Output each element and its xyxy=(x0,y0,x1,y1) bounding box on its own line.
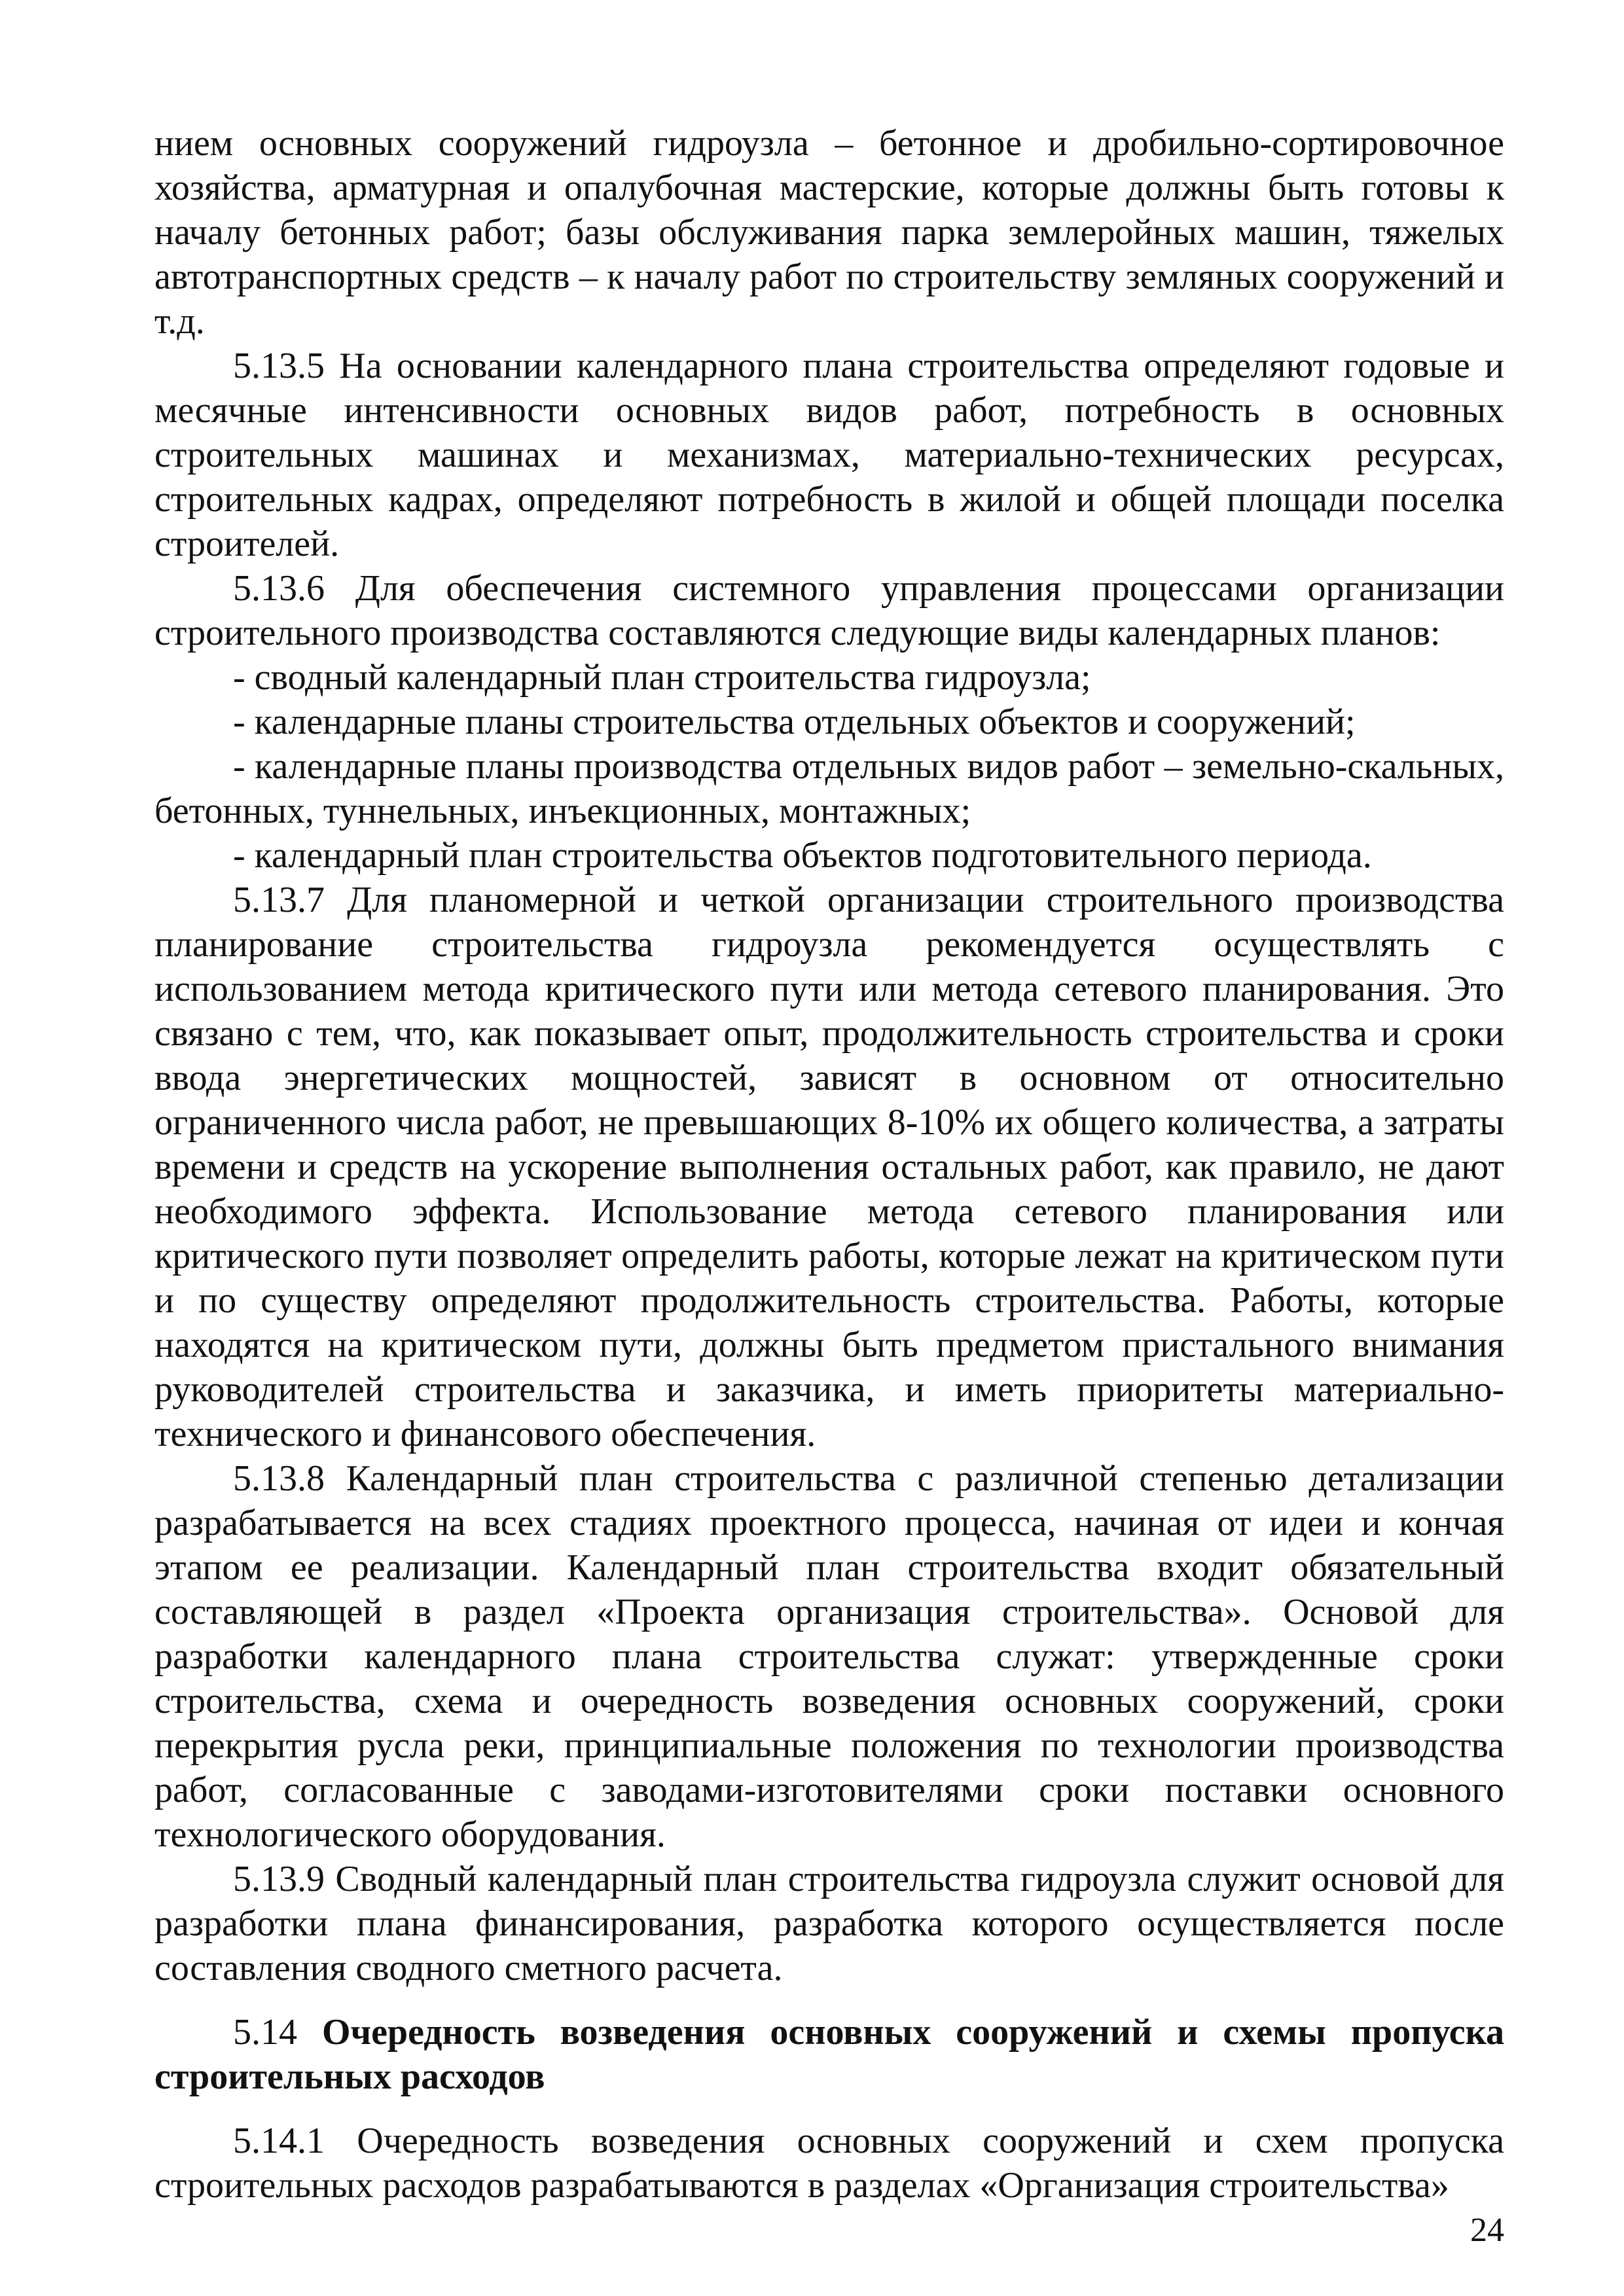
paragraph: нием основных сооружений гидроузла – бетонное и дробильно-сортировочное хозяйства, арматурная и опалубочная мастерские, которые должны быть готовы к началу бетонных работ; базы обслуживания парка землеройных машин, тяжелых автотранспортных средств – к началу работ по строительству земляных сооружений и т.д. xyxy=(154,123,1504,342)
heading-title: Очередность возведения основных сооружений и схемы пропуска строительных расходов xyxy=(154,2012,1505,2097)
list-item: - календарные планы строительства отдельных объектов и сооружений; xyxy=(233,702,1356,742)
paragraph-5-13-9: 5.13.9 Сводный календарный план строительства гидроузла служит основой для разработки плана финансирования, разработка которого осуществляется после составления сводного сметного расчета. xyxy=(154,1859,1504,1988)
list-item: - календарные планы производства отдельных видов работ – земельно-скальных, бетонных, туннельных, инъекционных, монтажных; xyxy=(154,746,1504,831)
heading-number: 5.14 xyxy=(233,2012,297,2053)
list-item: - календарный план строительства объектов подготовительного периода. xyxy=(233,835,1372,876)
paragraph-5-13-5: 5.13.5 На основании календарного плана строительства определяют годовые и месячные интенсивности основных видов работ, потребность в основных строительных машинах и механизмах, материально-технических ресурсах, строительных кадрах, определяют потребность в жилой и общей площади поселка строителей. xyxy=(154,346,1504,564)
section-heading-5-14 xyxy=(154,2010,1504,2099)
paragraph-5-13-8: 5.13.8 Календарный план строительства с различной степенью детализации разрабатывается на всех стадиях проектного процесса, начиная от идеи и кончая этапом ее реализации. Календарный план строительства входит обязательный составляющей в раздел «Проекта организация строительства». Основой для разработки календарного плана строительства служат: утвержденные сроки строительства, схема и очередность возведения основных сооружений, сроки перекрытия русла реки, принципиальные положения по технологии производства работ, согласованные с заводами-изготовителями сроки поставки основного технологического оборудования. xyxy=(154,1458,1504,1855)
paragraph-5-13-7: 5.13.7 Для планомерной и четкой организации строительного производства планирование строительства гидроузла рекомендуется осуществлять с использованием метода критического пути или метода сетевого планирования. Это связано с тем, что, как показывает опыт, продолжительность строительства и сроки ввода энергетических мощностей, зависят в основном от относительно ограниченного числа работ, не превышающих 8-10% их общего количества, а затраты времени и средств на ускорение выполнения остальных работ, как правило, не дают необходимого эффекта. Использование метода сетевого планирования или критического пути позволяет определить работы, которые лежат на критическом пути и по существу определяют продолжительность строительства. Работы, которые находятся на критическом пути, должны быть предметом пристального внимания руководителей строительства и заказчика, и иметь приоритеты материально-технического и финансового обеспечения. xyxy=(154,880,1504,1454)
document-body xyxy=(154,121,1504,2208)
page-number: 24 xyxy=(1470,2212,1504,2249)
list-item: - сводный календарный план строительства гидроузла; xyxy=(233,657,1091,698)
paragraph-5-14-1: 5.14.1 Очередность возведения основных сооружений и схем пропуска строительных расходов разрабатываются в разделах «Организация строительства» xyxy=(154,2121,1504,2206)
paragraph-5-13-6: 5.13.6 Для обеспечения системного управления процессами организации строительного производства составляются следующие виды календарных планов: xyxy=(154,568,1504,653)
